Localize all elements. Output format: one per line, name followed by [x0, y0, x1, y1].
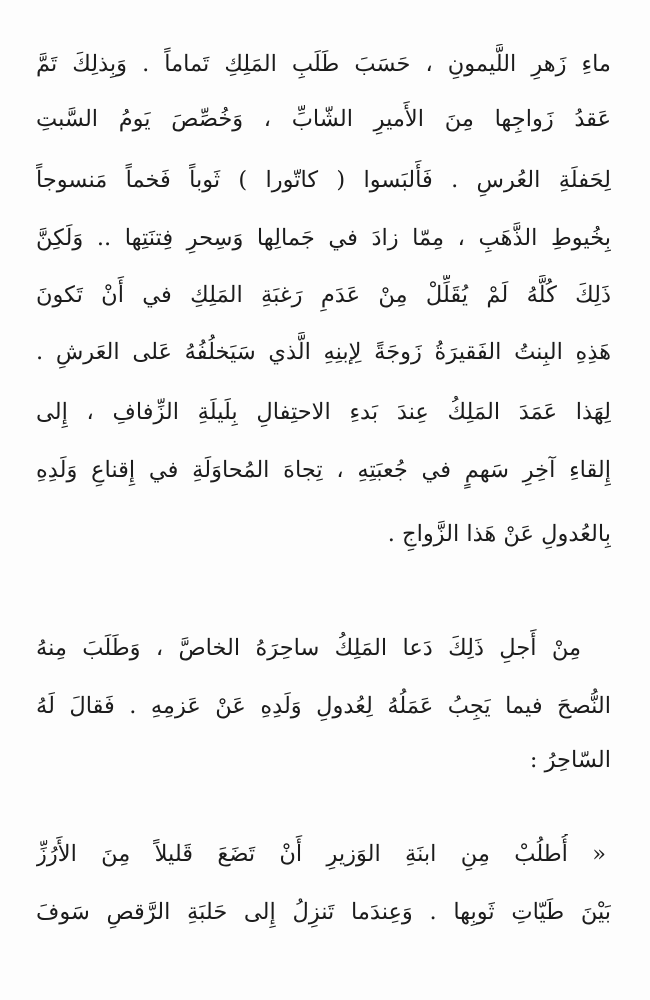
paragraph-1-line-9: بِالعُدولِ عَنْ هَذا الزَّواجِ .	[387, 521, 611, 547]
paragraph-2-line-3: السّاحِرُ :	[529, 747, 611, 773]
paragraph-2-line-2: النُّصحَ فيما يَجِبُ عَمَلُهُ لِعُدولِ وَلَدِهِ عَنْ عَزمِهِ . فَقالَ لَهُ	[36, 693, 611, 719]
paragraph-1-line-3: لِحَفلَةِ العُرسِ . فَأَلبَسوا ( كاتّورا ) ثَوباً فَخماً مَنسوجاً	[36, 167, 611, 193]
paragraph-2-line-1: مِنْ أَجلِ ذَلِكَ دَعا المَلِكُ ساحِرَهُ الخاصَّ ، وَطَلَبَ مِنهُ	[36, 635, 581, 661]
paragraph-3-line-2: بَيْنَ طَيّاتِ ثَوبِها . وَعِندَما تَنزِلُ إِلى حَلبَةِ الرَّقصِ سَوفَ	[36, 899, 611, 925]
paragraph-1-line-5: ذَلِكَ كُلَّهُ لَمْ يُقَلِّلْ مِنْ عَدَمِ رَغبَةِ المَلِكِ في أَنْ تَكونَ	[36, 282, 611, 308]
paragraph-3-line-1: « أُطلُبْ مِنِ ابنَةِ الوَزيرِ أَنْ تَضَعَ قَليلاً مِنَ الأَرُزِّ	[36, 841, 606, 867]
paragraph-1-line-7: لِهَذا عَمَدَ المَلِكُ عِندَ بَدءِ الاحتِفالِ بِلَيلَةِ الزِّفافِ ، إِلى	[36, 399, 611, 425]
paragraph-1-line-8: إِلقاءِ آخِرِ سَهمٍ في جُعبَتِهِ ، تِجاهَ المُحاوَلَةِ في إِقناعِ وَلَدِهِ	[36, 457, 611, 483]
paragraph-1-line-1: ماءِ زَهرِ اللَّيمونِ ، حَسَبَ طَلَبِ المَلِكِ تَماماً . وَبِذلِكَ تَمَّ	[36, 51, 611, 77]
paragraph-1-line-4: بِخُيوطِ الذَّهَبِ ، مِمّا زادَ في جَمالِها وَسِحرِ فِتنَتِها .. وَلَكِنَّ	[36, 225, 611, 251]
paragraph-1-line-2: عَقدُ زَواجِها مِنَ الأَميرِ الشّابِّ ، وَخُصِّصَ يَومُ السَّبتِ	[36, 106, 611, 132]
paragraph-1-line-6: هَذِهِ البِنتُ الفَقيرَةُ زَوجَةً لِإبنِهِ الَّذي سَيَخلُفُهُ عَلى العَرشِ .	[36, 339, 611, 365]
